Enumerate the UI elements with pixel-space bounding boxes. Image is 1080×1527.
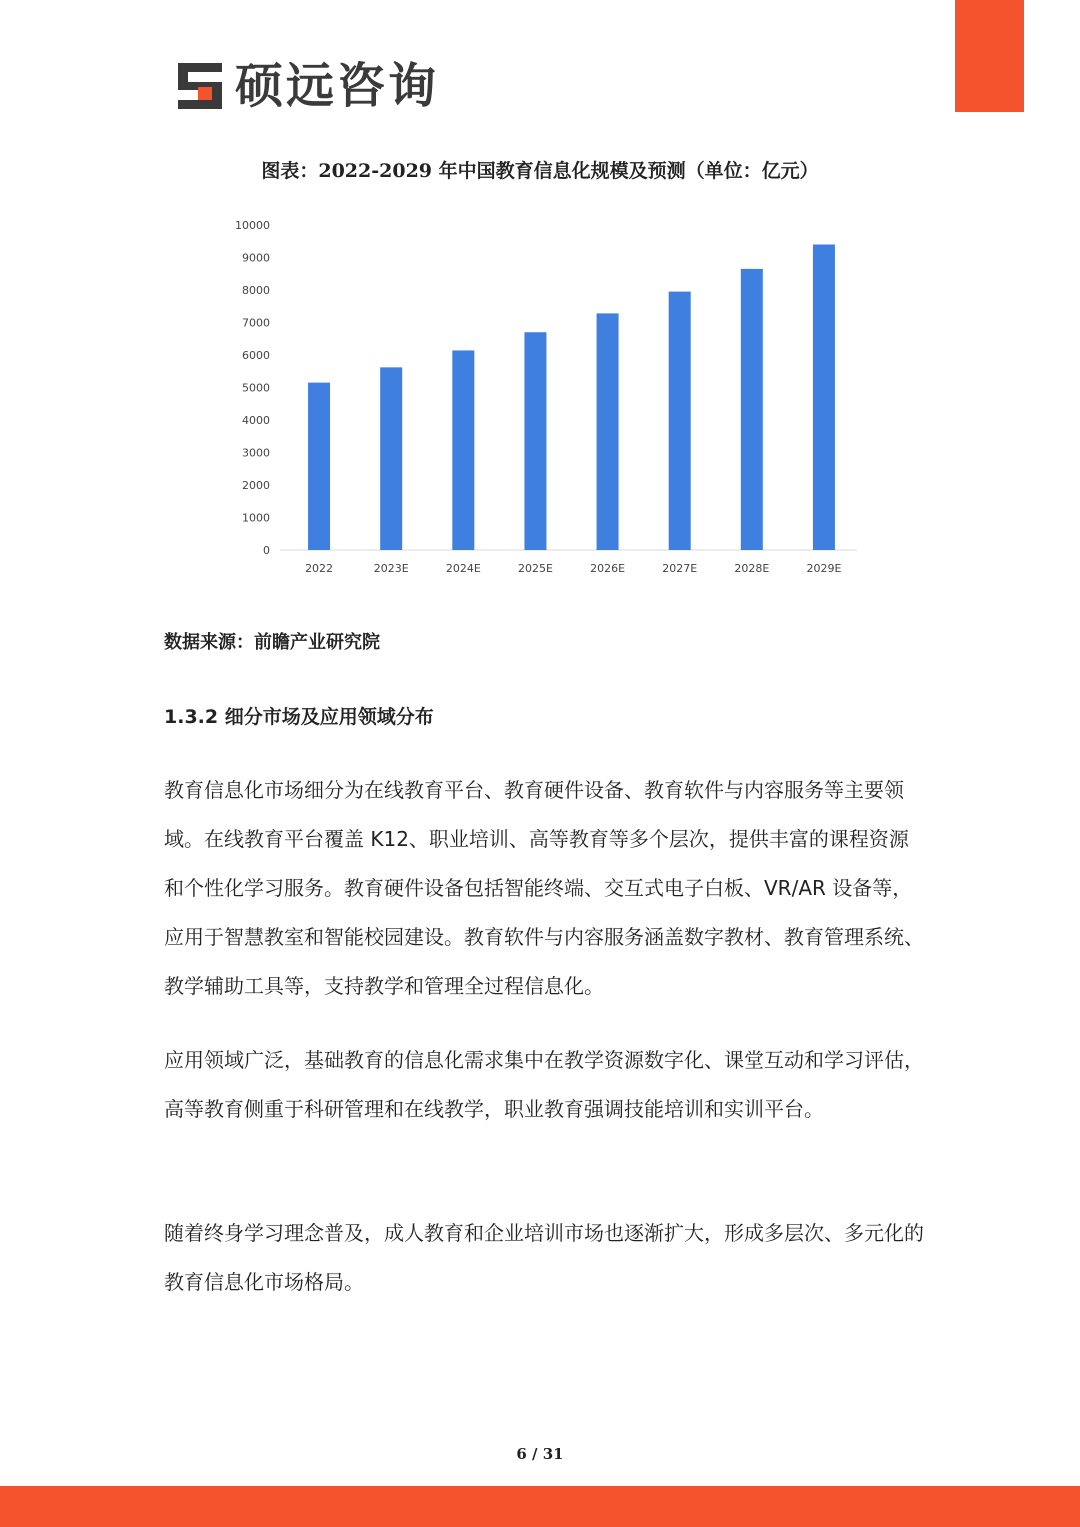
y-tick-label: 9000 [242, 251, 270, 265]
y-tick-label: 0 [263, 544, 270, 557]
brand-logo [176, 58, 439, 114]
x-tick-label: 2024E [445, 562, 481, 575]
x-tick-label: 2027E [662, 562, 698, 575]
x-tick-label: 2029E [806, 562, 842, 575]
y-tick-label: 10000 [235, 219, 270, 232]
bar-chart [220, 210, 870, 590]
y-tick-label: 4000 [242, 414, 270, 427]
y-tick-label: 3000 [242, 446, 270, 460]
bar-series [308, 245, 835, 551]
x-tick-label: 2026E [590, 562, 626, 575]
section-heading: 1.3.2 细分市场及应用领域分布 [164, 706, 434, 728]
x-tick-label: 2022 [305, 562, 334, 575]
x-axis-tick-labels [305, 562, 841, 575]
logo-mark-icon [176, 61, 226, 111]
page-number: 6 / 31 [516, 1445, 564, 1463]
body-paragraph-1: 教育信息化市场细分为在线教育平台、教育硬件设备、教育软件与内容服务等主要领域。在线教育平台覆盖 K12、职业培训、高等教育等多个层次，提供丰富的课程资源和个性化学习服务。教育硬件设备包括智能终端、交互式电子白板、VR/AR 设备等，应用于智慧教室和智能校园建设。教育软件与内容服务涵盖数字教材、教育管理系统、教学辅助工具等，支持教学和管理全过程信息化。 [164, 778, 924, 998]
bar [597, 313, 619, 550]
y-axis-tick-labels [235, 219, 270, 557]
y-tick-label: 6000 [242, 349, 270, 362]
footer-accent-bar [0, 1486, 1080, 1527]
bar [380, 367, 402, 550]
logo-text: 硕远咨询 [235, 58, 440, 114]
body-paragraph-3: 随着终身学习理念普及，成人教育和企业培训市场也逐渐扩大，形成多层次、多元化的教育信息化市场格局。 [164, 1221, 924, 1294]
y-tick-label: 8000 [242, 284, 270, 297]
x-tick-label: 2023E [373, 562, 409, 575]
bar [524, 332, 546, 550]
y-tick-label: 7000 [242, 316, 270, 330]
bar [308, 383, 330, 550]
bar [452, 350, 474, 550]
y-tick-label: 2000 [242, 479, 270, 492]
corner-accent-tab [955, 0, 1024, 112]
y-tick-label: 1000 [242, 511, 270, 525]
data-source-note: 数据来源：前瞻产业研究院 [164, 632, 380, 653]
body-paragraph-2: 应用领域广泛，基础教育的信息化需求集中在教学资源数字化、课堂互动和学习评估，高等教育侧重于科研管理和在线教学，职业教育强调技能培训和实训平台。 [164, 1048, 924, 1121]
x-tick-label: 2025E [517, 562, 553, 575]
bar [741, 269, 763, 550]
x-tick-label: 2028E [734, 562, 770, 575]
y-tick-label: 5000 [242, 381, 270, 395]
bar [813, 245, 835, 551]
chart-title: 图表：2022-2029 年中国教育信息化规模及预测（单位：亿元） [261, 160, 819, 182]
bar [669, 292, 691, 550]
